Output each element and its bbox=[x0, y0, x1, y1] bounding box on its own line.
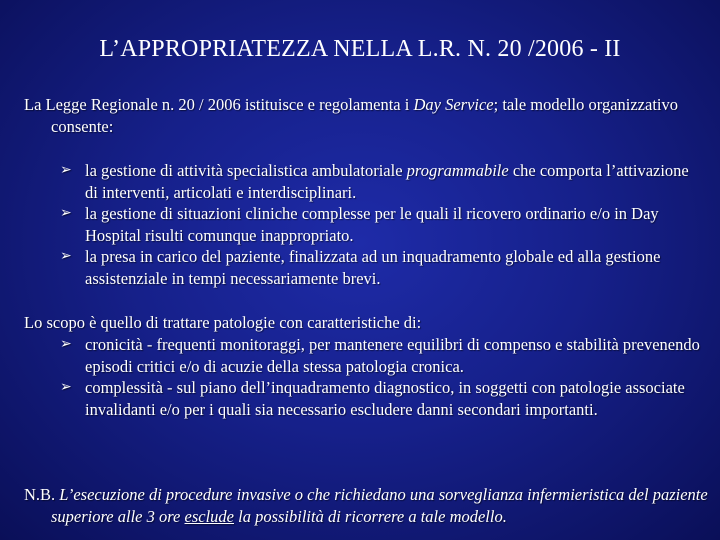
list-item-text: complessità - sul piano dell’inquadramento diagnostico, in soggetti con patologie associate invalidanti e/o per i quali sia necessario escludere danni secondari importanti. bbox=[85, 378, 685, 419]
scope-paragraph: Lo scopo è quello di trattare patologie con caratteristiche di: bbox=[24, 313, 422, 332]
list-item-text: cronicità - frequenti monitoraggi, per mantenere equilibri di compenso e stabilità prevenendo episodi critici e/o di acuzie della stessa patologia cronica. bbox=[85, 335, 700, 376]
list-item bbox=[60, 160, 700, 203]
list-item-text: la gestione di situazioni cliniche complesse per le quali il ricovero ordinario e/o in Day Hospital risulti comunque inappropriato. bbox=[85, 204, 659, 245]
intro-text-a: La Legge Regionale n. 20 / 2006 istituisce e regolamenta i bbox=[24, 95, 414, 114]
list-item bbox=[60, 377, 700, 420]
nb-paragraph bbox=[24, 484, 720, 527]
arrow-bullet-icon: ➢ bbox=[60, 379, 72, 395]
list-item-text-b: che comporta l’attivazione di interventi, articolati e interdisciplinari. bbox=[85, 161, 689, 202]
intro-paragraph bbox=[24, 94, 720, 137]
intro-day-service: Day Service bbox=[413, 95, 494, 114]
arrow-bullet-icon: ➢ bbox=[60, 162, 72, 178]
nb-label: N.B. bbox=[24, 485, 60, 504]
arrow-bullet-icon: ➢ bbox=[60, 205, 72, 221]
slide-title: L’APPROPRIATEZZA NELLA L.R. N. 20 /2006 - II bbox=[99, 36, 621, 62]
list-item-text-a: la gestione di attività specialistica ambulatoriale bbox=[85, 161, 407, 180]
list-item-italic: programmabile bbox=[406, 161, 509, 180]
nb-text-b: la possibilità di ricorrere a tale modello. bbox=[234, 506, 507, 526]
list-item bbox=[60, 203, 700, 246]
nb-esclude: esclude bbox=[184, 506, 234, 526]
list-item bbox=[60, 334, 700, 377]
consente-list bbox=[60, 160, 700, 289]
list-item bbox=[60, 246, 700, 289]
intro-text-b: ; tale modello organizzativo consente: bbox=[51, 95, 678, 136]
arrow-bullet-icon: ➢ bbox=[60, 248, 72, 264]
caratteristiche-list bbox=[60, 334, 700, 420]
list-item-text: la presa in carico del paziente, finalizzata ad un inquadramento globale ed alla gestione assistenziale in tempi necessariamente brevi. bbox=[85, 247, 661, 288]
arrow-bullet-icon: ➢ bbox=[60, 336, 72, 352]
nb-text-a: L’esecuzione di procedure invasive o che richiedano una sorveglianza infermieristica del paziente superiore alle 3 ore bbox=[51, 485, 708, 526]
